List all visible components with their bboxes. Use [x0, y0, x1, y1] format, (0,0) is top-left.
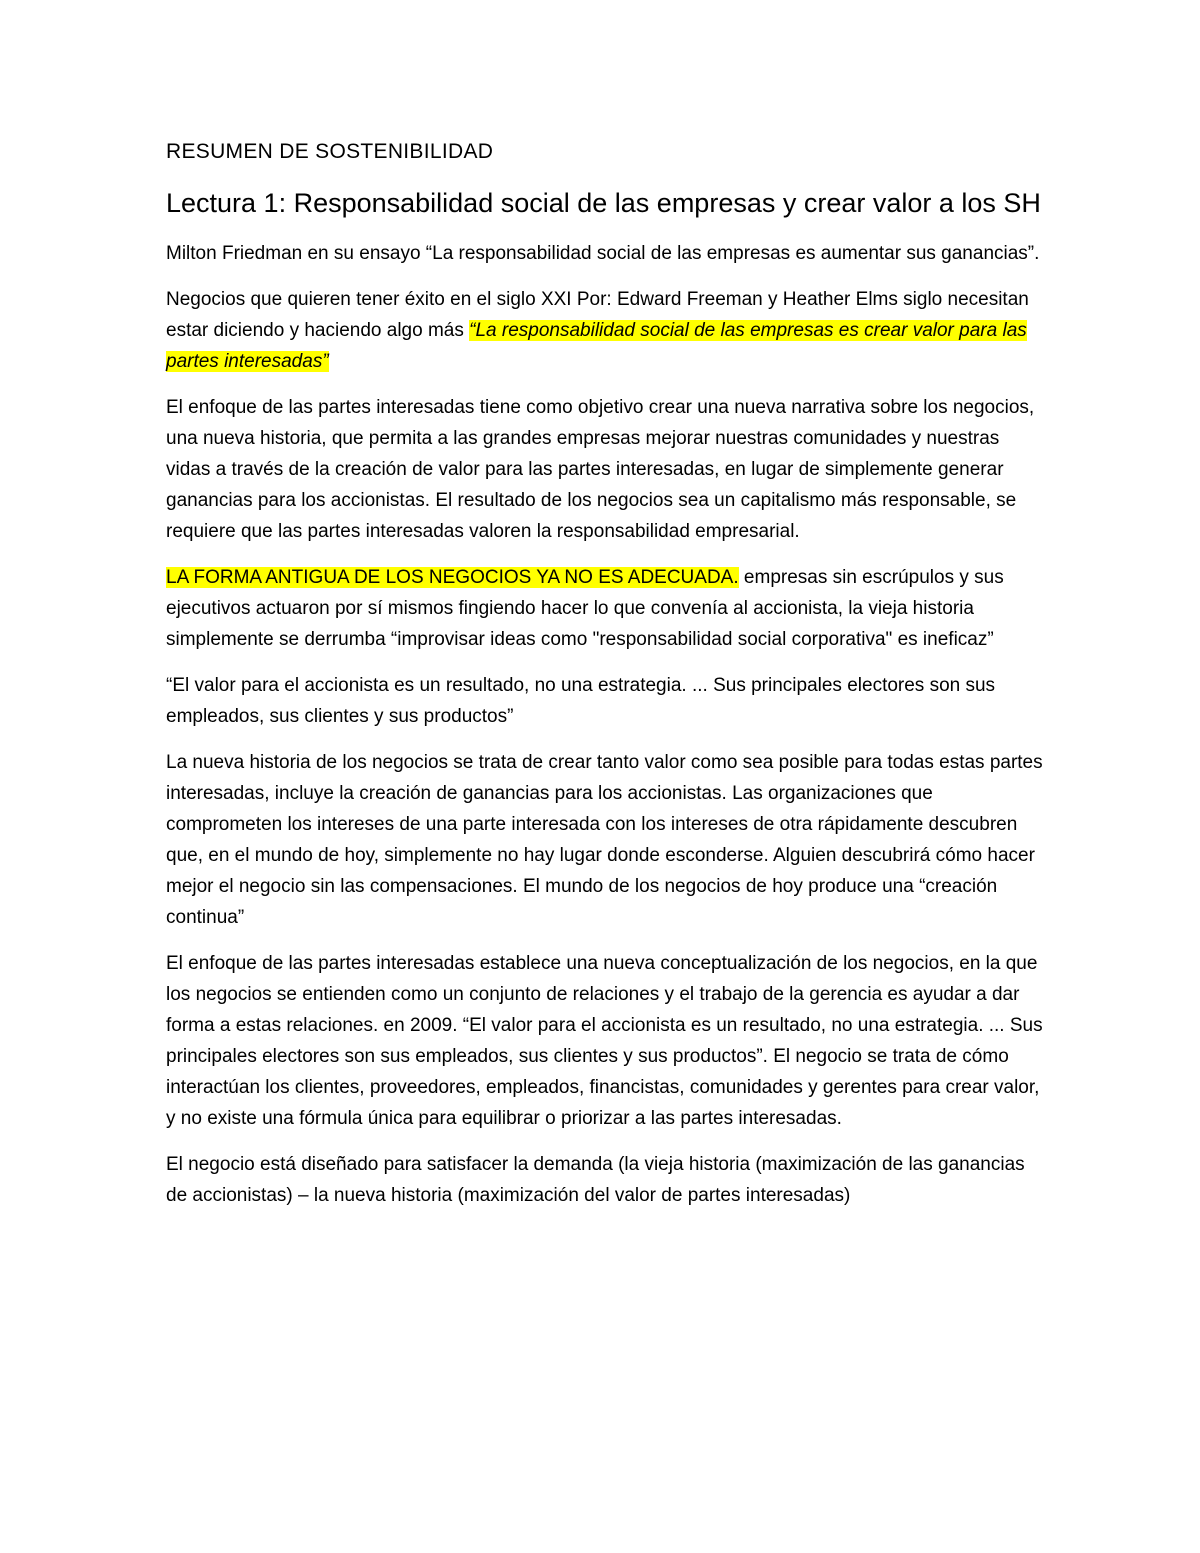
paragraph-freeman — [166, 284, 1046, 377]
paragraph-stakeholder-approach: El enfoque de las partes interesadas tiene como objetivo crear una nueva narrativa sobre los negocios, una nueva historia, que permita a las grandes empresas mejorar nuestras comunidades y nuestras vidas a través de la creación de valor para las partes interesadas, en lugar de simplemente generar ganancias para los accionistas. El resultado de los negocios sea un capitalismo más responsable, se requiere que las partes interesadas valoren la responsabilidad empresarial. — [166, 397, 1035, 542]
paragraph-demand: El negocio está diseñado para satisfacer la demanda (la vieja historia (maximización de las ganancias de accionistas) – la nueva historia (maximización del valor de partes interesadas) — [166, 1154, 1025, 1206]
paragraph-shareholder-value-quote: “El valor para el accionista es un resultado, no una estrategia. ... Sus principales electores son sus empleados, sus clientes y sus productos” — [166, 675, 996, 727]
highlighted-quote: “La responsabilidad social de las empresas es crear valor para las partes interesadas” — [166, 320, 1027, 372]
paragraph-friedman: Milton Friedman en su ensayo “La responsabilidad social de las empresas es aumentar sus ganancias”. — [166, 243, 1040, 264]
document-title: Lectura 1: Responsabilidad social de las empresas y crear valor a los SH — [166, 188, 1041, 218]
document-heading: RESUMEN DE SOSTENIBILIDAD — [166, 140, 494, 163]
paragraph-old-way-text: empresas sin escrúpulos y sus ejecutivos actuaron por sí mismos fingiendo hacer lo que convenía al accionista, la vieja historia simplemente se derrumba “improvisar ideas como "responsabilidad social corporativa" es ineficaz” — [166, 567, 1004, 650]
document-page — [166, 140, 1046, 1226]
highlighted-statement: LA FORMA ANTIGUA DE LOS NEGOCIOS YA NO ES ADECUADA. — [166, 567, 739, 588]
paragraph-old-way — [166, 562, 1046, 655]
paragraph-new-story: La nueva historia de los negocios se trata de crear tanto valor como sea posible para todas estas partes interesadas, incluye la creación de ganancias para los accionistas. Las organizaciones que comprometen los intereses de una parte interesada con los intereses de otra rápidamente descubren que, en el mundo de hoy, simplemente no hay lugar donde esconderse. Alguien descubrirá cómo hacer mejor el negocio sin las compensaciones. El mundo de los negocios de hoy produce una “creación continua” — [166, 752, 1043, 928]
paragraph-conceptualization: El enfoque de las partes interesadas establece una nueva conceptualización de los negocios, en la que los negocios se entienden como un conjunto de relaciones y el trabajo de la gerencia es ayudar a dar forma a estas relaciones. en 2009. “El valor para el accionista es un resultado, no una estrategia. ... Sus principales electores son sus empleados, sus clientes y sus productos”. El negocio se trata de cómo interactúan los clientes, proveedores, empleados, financistas, comunidades y gerentes para crear valor, y no existe una fórmula única para equilibrar o priorizar a las partes interesadas. — [166, 953, 1043, 1129]
paragraph-freeman-text: Negocios que quieren tener éxito en el siglo XXI Por: Edward Freeman y Heather Elms siglo necesitan estar diciendo y haciendo algo más — [166, 289, 1029, 341]
